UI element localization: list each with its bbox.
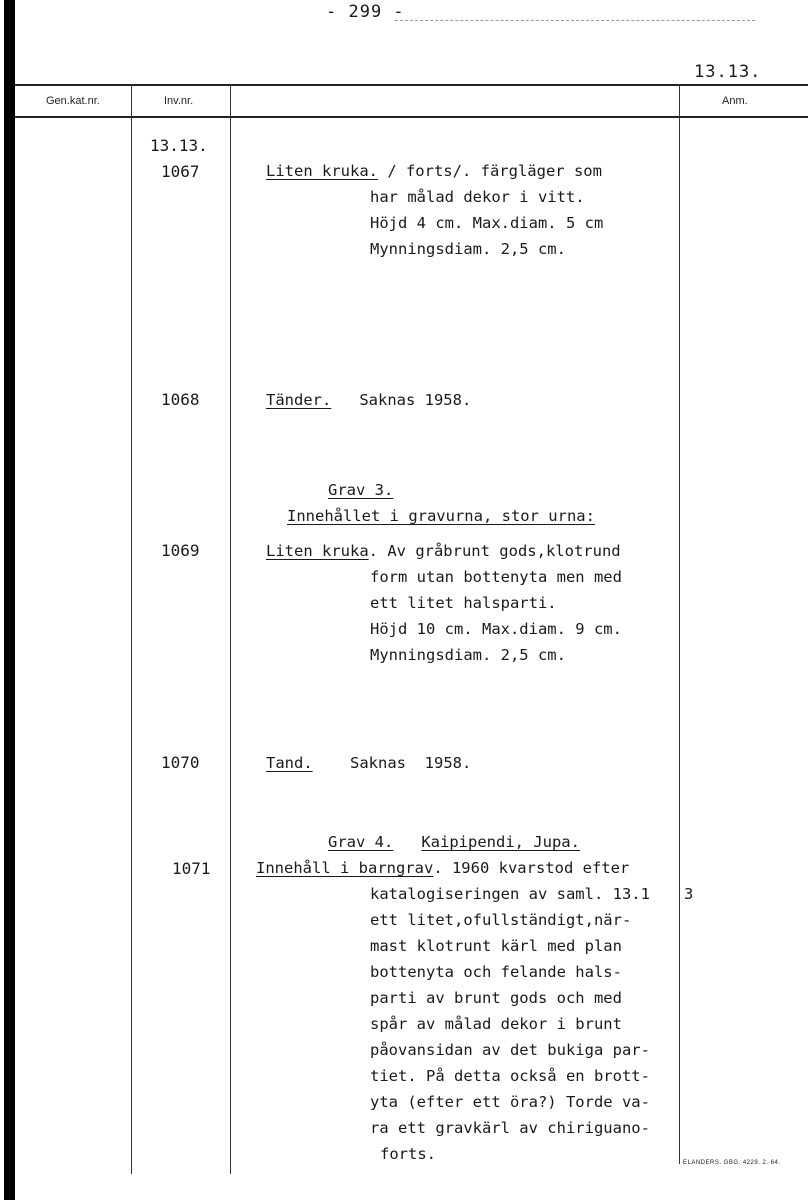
header-dotted-rule [395,20,755,21]
column-divider-text-anm [679,84,680,1164]
margin-tick [679,1049,680,1057]
description-line: ett litet halsparti. [370,594,557,612]
inventory-number: 1070 [161,753,200,772]
description-line: parti av brunt gods och med [370,989,622,1007]
entry-title: Tänder. [266,391,332,409]
entry-title-continuation: Saknas 1958. [331,391,472,409]
header-top-rule [15,84,808,86]
entry-text-first-line [266,538,621,564]
entry-text-first-line [266,750,471,776]
entry-title-continuation: . Av gråbrunt gods,klotrund [368,542,621,560]
entry-text-first-line [266,387,471,413]
description-line: yta (efter ett öra?) Torde va- [370,1093,650,1111]
description-line: ett litet,ofullständigt,när- [370,911,632,929]
section-subtitle: Innehållet i gravurna, stor urna: [287,507,595,525]
catalog-reference: 13.13. [694,62,762,82]
description-line: spår av målad dekor i brunt [370,1015,622,1033]
description-line: forts. [380,1145,436,1163]
margin-tick [679,1075,680,1083]
entry-description [370,881,650,1167]
entry-description [370,564,622,668]
section-location: Kaipipendi, Jupa. [421,833,580,851]
column-header-gen-kat: Gen.kat.nr. [46,95,100,107]
header-bottom-rule [15,116,808,118]
description-line: katalogiseringen av saml. 13.1 [370,885,650,903]
entry-title-continuation: . 1960 kvarstod efter [433,859,630,877]
description-line: tiet. På detta också en brott- [370,1067,650,1085]
left-binding-bar [4,0,15,1200]
printer-imprint: ELANDERS. GBG. 4229. 2. 64. [683,1160,781,1166]
margin-tick [679,1127,680,1135]
description-line: Höjd 10 cm. Max.diam. 9 cm. [370,620,622,638]
page-number: - 299 - [326,2,405,22]
inventory-number: 1069 [161,541,200,560]
entry-title-continuation: Saknas 1958. [312,754,472,772]
entry-title: Tand. [266,754,313,772]
inventory-number: 1071 [172,859,211,878]
entry-title: Liten kruka. [266,162,378,180]
entry-title-continuation: / forts/. färgläger som [377,162,602,180]
section-heading-line [328,829,580,855]
column-header-anm: Anm. [722,95,748,107]
entry-description [370,184,603,262]
entry-title: Innehåll i barngrav [256,859,434,877]
margin-tick [679,1101,680,1109]
entry-text-first-line [256,855,629,881]
inventory-number: 1067 [161,162,200,181]
column-divider-gen-inv [131,84,132,1174]
description-line: bottenyta och felande hals- [370,963,622,981]
column-header-inv: Inv.nr. [164,95,194,107]
description-line: ra ett gravkärl av chiriguano- [370,1119,650,1137]
inventory-number: 1068 [161,390,200,409]
section-heading: Grav 4. [328,833,394,851]
section-heading: Grav 3. [328,481,394,499]
description-line: form utan bottenyta men med [370,568,622,586]
description-line: mast klotrunt kärl med plan [370,937,622,955]
description-line: påovansidan av det bukiga par- [370,1041,650,1059]
margin-overflow-digit: 3 [684,885,694,903]
inventory-group: 13.13. [150,136,208,155]
description-line: Mynningsdiam. 2,5 cm. [370,240,566,258]
entry-title: Liten kruka [266,542,369,560]
description-line: har målad dekor i vitt. [370,188,585,206]
description-line: Mynningsdiam. 2,5 cm. [370,646,566,664]
column-divider-inv-text [230,84,231,1174]
description-line: Höjd 4 cm. Max.diam. 5 cm [370,214,604,232]
entry-text-first-line [266,158,602,184]
